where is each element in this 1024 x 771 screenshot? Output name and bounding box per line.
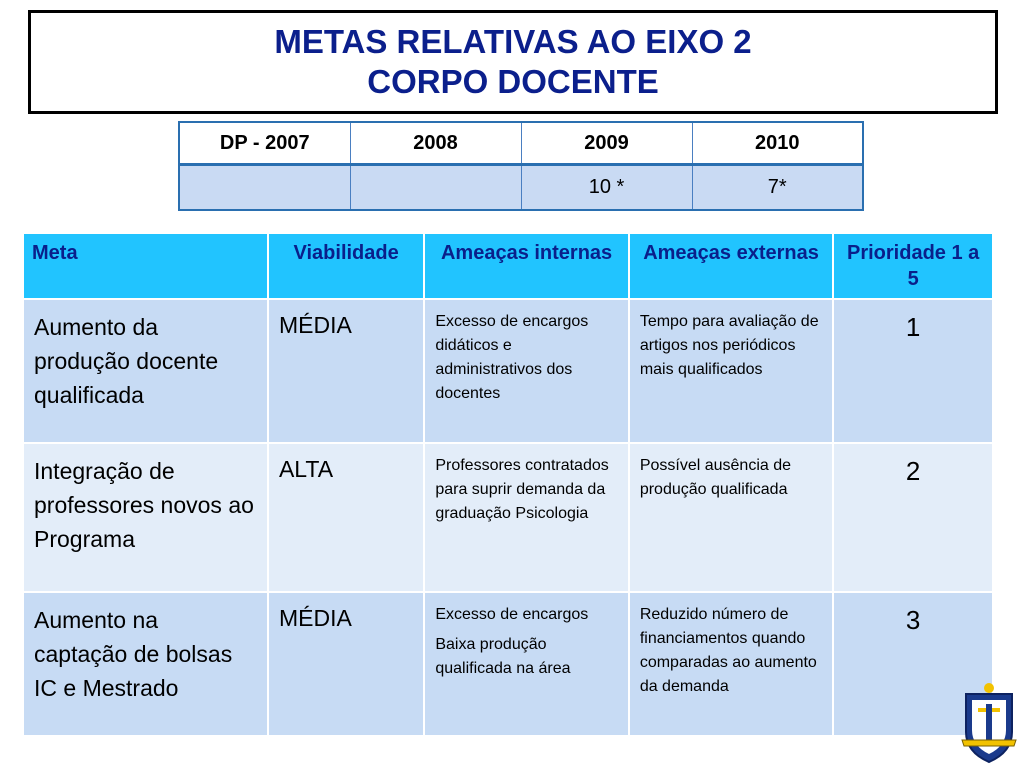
header-ameacas-externas: Ameaças externas	[629, 233, 833, 299]
year-value: 10 *	[521, 165, 692, 211]
ameaca-interna-text: Excesso de encargos didáticos e administrativos dos docentes	[435, 313, 589, 402]
year-value	[350, 165, 521, 211]
meta-cell: Integração de professores novos ao Programa	[23, 443, 268, 592]
ameacas-externas-cell: Reduzido número de financiamentos quando comparadas ao aumento da demanda	[629, 592, 833, 736]
metas-table	[22, 232, 994, 737]
university-crest-icon	[958, 680, 1020, 766]
table-row	[23, 592, 993, 736]
ameacas-internas-cell	[424, 443, 628, 592]
year-value	[179, 165, 350, 211]
years-table	[178, 121, 864, 211]
table-row	[23, 443, 993, 592]
meta-cell: Aumento da produção docente qualificada	[23, 299, 268, 443]
year-header: 2008	[350, 122, 521, 165]
metas-header-row	[23, 233, 993, 299]
prioridade-cell: 1	[833, 299, 993, 443]
year-header: 2010	[692, 122, 863, 165]
meta-cell: Aumento na captação de bolsas IC e Mestrado	[23, 592, 268, 736]
ameaca-interna-text: Baixa produção qualificada na área	[435, 636, 571, 677]
ameacas-internas-cell	[424, 592, 628, 736]
title-box	[28, 10, 998, 114]
viabilidade-cell: MÉDIA	[268, 592, 424, 736]
viabilidade-cell: MÉDIA	[268, 299, 424, 443]
ameaca-interna-text: Professores contratados para suprir demanda da graduação Psicologia	[435, 457, 609, 522]
ameacas-internas-cell	[424, 299, 628, 443]
header-prioridade: Prioridade 1 a 5	[833, 233, 993, 299]
title-line-1: METAS RELATIVAS AO EIXO 2	[274, 23, 752, 60]
ameacas-externas-cell: Tempo para avaliação de artigos nos periódicos mais qualificados	[629, 299, 833, 443]
header-meta: Meta	[23, 233, 268, 299]
viabilidade-cell: ALTA	[268, 443, 424, 592]
year-value: 7*	[692, 165, 863, 211]
year-header: 2009	[521, 122, 692, 165]
header-viabilidade: Viabilidade	[268, 233, 424, 299]
table-row	[23, 299, 993, 443]
title-line-2: CORPO DOCENTE	[367, 63, 659, 100]
header-ameacas-internas: Ameaças internas	[424, 233, 628, 299]
ameaca-interna-text: Excesso de encargos	[435, 606, 589, 623]
years-value-row	[179, 165, 863, 211]
ameacas-externas-cell: Possível ausência de produção qualificada	[629, 443, 833, 592]
years-header-row	[179, 122, 863, 165]
year-header: DP - 2007	[179, 122, 350, 165]
prioridade-cell: 2	[833, 443, 993, 592]
crest-graphic	[958, 680, 1020, 766]
prioridade-cell: 3	[833, 592, 993, 736]
